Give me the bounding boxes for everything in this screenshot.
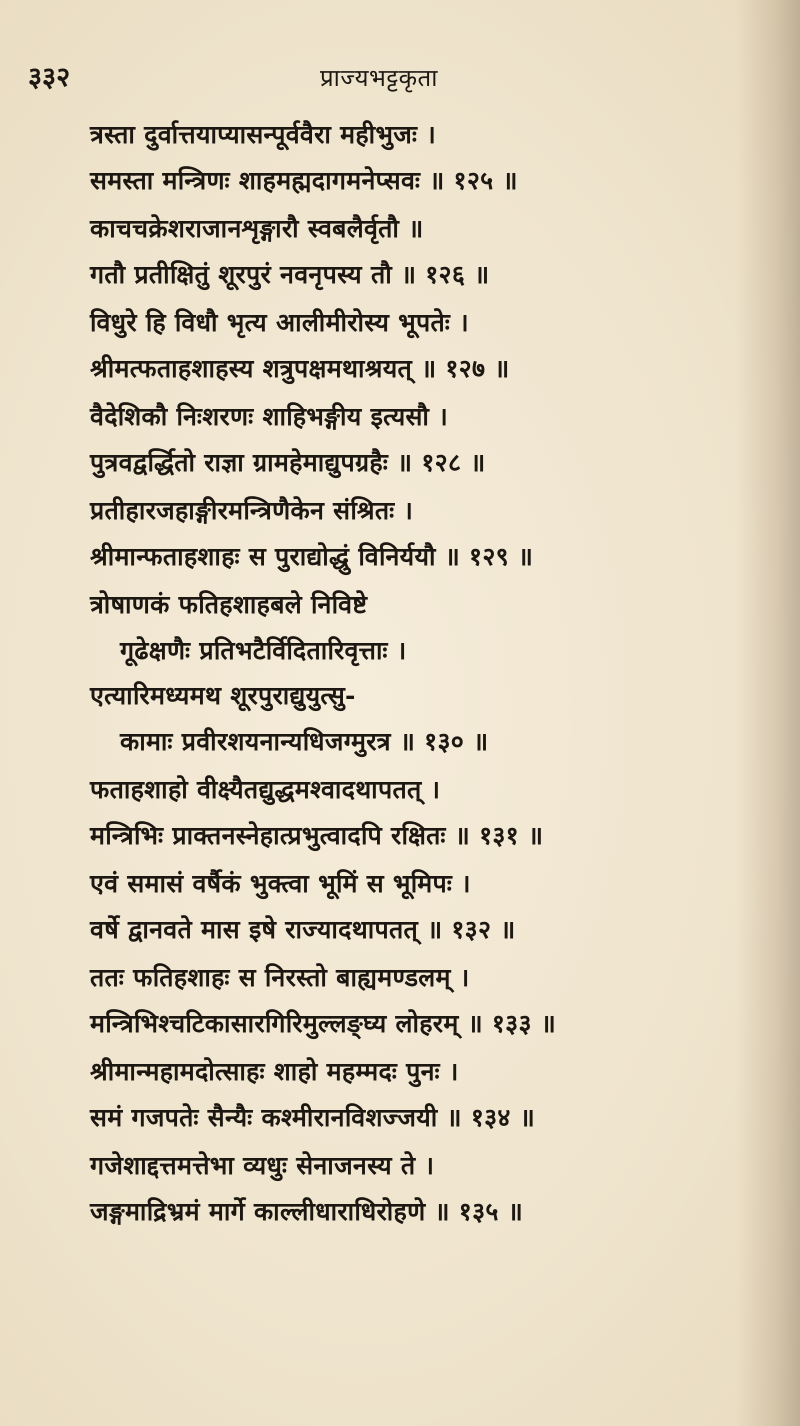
verse-line: गूढेक्षणैः प्रतिभटैर्विदितारिवृत्ताः । (120, 635, 407, 665)
verse-line: श्रीमान्महामदोत्साहः शाहो महम्मदः पुनः । (90, 1057, 459, 1086)
verse (90, 1049, 770, 1140)
verse-line: प्रतीहारजहाङ्गीरमन्त्रिणैकेन संश्रितः । (90, 496, 414, 525)
verse-line: पुत्रवद्वर्द्धितो राज्ञा ग्रामहेमाद्युपग्रहैः ॥ १२८ ॥ (90, 447, 486, 477)
verse (90, 206, 770, 297)
verse-line: एवं समासं वर्षैकं भुक्त्वा भूमिं स भूमिपः । (90, 869, 471, 898)
verse (90, 394, 770, 485)
verse-line: वैदेशिकौ निःशरणः शाहिभङ्गीय इत्यसौ । (90, 402, 448, 431)
verse-line: त्रस्ता दुर्वात्तयाप्यासन्पूर्ववैरा महीभुजः । (90, 120, 436, 149)
verse-line: श्रीमान्फताहशाहः स पुराद्योद्धुं विनिर्ययौ ॥ १२९ ॥ (90, 541, 534, 571)
verse (90, 112, 770, 203)
verse (90, 300, 770, 391)
running-head (0, 58, 800, 98)
verse (90, 1143, 770, 1234)
verse-line: गतौ प्रतीक्षितुं शूरपुरं नवनृपस्य तौ ॥ १२६ ॥ (90, 259, 490, 289)
verse (90, 767, 770, 858)
verse-gap (90, 1234, 770, 1237)
verse-line: कामाः प्रवीरशयनान्यधिजग्मुरत्र ॥ १३० ॥ (120, 726, 489, 756)
verse (90, 488, 770, 579)
page-number: ३३२ (28, 62, 71, 93)
verse (90, 582, 770, 764)
verse-line: समं गजपतेः सैन्यैः कश्मीरानविशज्जयी ॥ १३४ ॥ (90, 1102, 535, 1132)
verse (90, 861, 770, 952)
verse-line: काचचक्रेशराजानशृङ्गारौ स्वबलैर्वृतौ ॥ (90, 214, 424, 243)
verse (90, 955, 770, 1046)
verse-text-block (90, 112, 770, 1237)
verse-line: श्रीमत्फताहशाहस्य शत्रुपक्षमथाश्रयत् ॥ १२७ ॥ (90, 353, 510, 383)
verse-line: फताहशाहो वीक्ष्यैतद्युद्धमश्वादथापतत् । (90, 775, 441, 804)
verse-line: मन्त्रिभिः प्राक्तनस्नेहात्प्रभुत्वादपि रक्षितः ॥ १३१ ॥ (90, 820, 544, 850)
verse-line: वर्षे द्वानवते मास इषे राज्यादथापतत् ॥ १३२ ॥ (90, 914, 516, 944)
verse-line: गजेशाद्दत्तमत्तेभा व्यधुः सेनाजनस्य ते । (90, 1151, 435, 1180)
verse-line: जङ्गमाद्रिभ्रमं मार्गे काल्लीधाराधिरोहणे ॥ १३५ ॥ (90, 1196, 523, 1226)
verse-line: ततः फतिहशाहः स निरस्तो बाह्यमण्डलम् । (90, 963, 470, 992)
running-title: प्राज्यभट्टकृता (320, 64, 438, 92)
verse-line: समस्ता मन्त्रिणः शाहमह्मदागमनेप्सवः ॥ १२५ ॥ (90, 165, 518, 195)
verse-line: विधुरे हि विधौ भृत्य आलीमीरोस्य भूपतेः । (90, 308, 469, 337)
verse-line: त्रोषाणकं फतिहशाहबले निविष्टे (90, 590, 368, 619)
verse-line: मन्त्रिभिश्चटिकासारगिरिमुल्लङ्घ्य लोहरम् ॥ १३३ ॥ (90, 1008, 557, 1038)
verse-line: एत्यारिमध्यमथ शूरपुराद्युयुत्सु- (90, 681, 356, 710)
